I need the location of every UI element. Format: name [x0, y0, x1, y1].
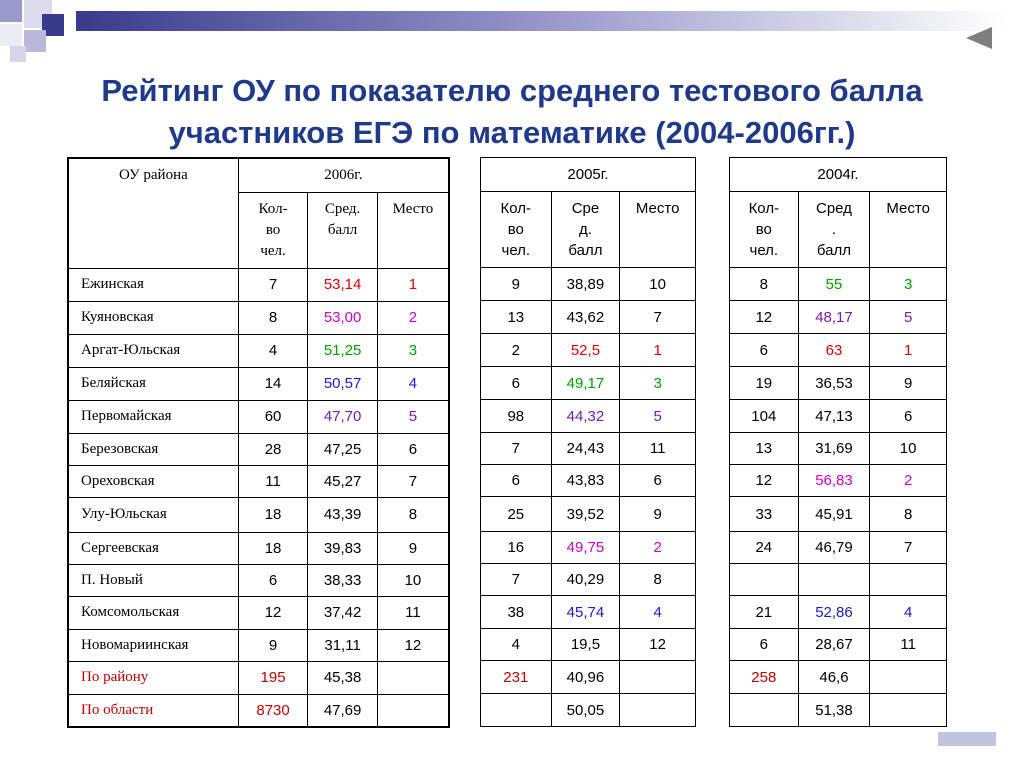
place-2005: 9 — [620, 497, 696, 532]
total-avg-2005: 40,96 — [551, 661, 620, 694]
col-count-header: Кол- во чел. — [238, 192, 308, 268]
school-name: П. Новый — [68, 564, 238, 596]
count-2005: 7 — [481, 433, 552, 465]
place-2005: 2 — [620, 532, 696, 564]
place-2005: 5 — [620, 400, 696, 433]
count-2004 — [730, 564, 799, 596]
count-2005: 6 — [481, 465, 552, 497]
table-row — [481, 497, 696, 532]
school-name: Березовская — [68, 433, 238, 465]
count-2004: 6 — [730, 334, 799, 367]
total-place-2006 — [377, 661, 449, 694]
table-row — [730, 497, 947, 532]
count-2006: 4 — [238, 334, 308, 367]
year-2006-header: 2006г. — [238, 158, 449, 192]
school-name: Ореховская — [68, 465, 238, 497]
place-2005: 8 — [620, 564, 696, 596]
table-row — [481, 367, 696, 400]
place-2006: 12 — [377, 629, 449, 661]
place-2006: 4 — [377, 367, 449, 400]
decor-square-6 — [10, 46, 26, 62]
place-2006: 2 — [377, 301, 449, 334]
avg-2004: 55 — [798, 268, 870, 301]
avg-2006: 51,25 — [308, 334, 378, 367]
place-2004: 1 — [870, 334, 947, 367]
count-2004: 6 — [730, 629, 799, 661]
col-count-header-2004: Кол- во чел. — [730, 192, 799, 268]
count-2006: 60 — [238, 400, 308, 433]
table-row — [68, 532, 449, 564]
total-row — [730, 661, 947, 694]
table-row — [68, 596, 449, 629]
table-row — [68, 564, 449, 596]
place-2004: 9 — [870, 367, 947, 400]
avg-2006: 53,14 — [308, 268, 378, 301]
place-2005: 6 — [620, 465, 696, 497]
table-row — [730, 596, 947, 629]
school-name: Аргат-Юльская — [68, 334, 238, 367]
school-name: Беляйская — [68, 367, 238, 400]
total-place-2006 — [377, 694, 449, 727]
count-2006: 8 — [238, 301, 308, 334]
avg-2005: 43,62 — [551, 301, 620, 334]
table-row — [481, 301, 696, 334]
place-2004 — [870, 564, 947, 596]
avg-2006: 50,57 — [308, 367, 378, 400]
table-row — [68, 629, 449, 661]
avg-2006: 47,70 — [308, 400, 378, 433]
avg-2005: 39,52 — [551, 497, 620, 532]
avg-2004: 52,86 — [798, 596, 870, 629]
place-2006: 5 — [377, 400, 449, 433]
decor-square-5 — [24, 30, 46, 52]
place-2006: 10 — [377, 564, 449, 596]
avg-2004: 56,83 — [798, 465, 870, 497]
avg-2005: 24,43 — [551, 433, 620, 465]
total-count-2006: 8730 — [238, 694, 308, 727]
table-row — [68, 334, 449, 367]
school-name: Улу-Юльская — [68, 497, 238, 532]
count-2006: 14 — [238, 367, 308, 400]
total-label: По области — [68, 694, 238, 727]
table-row — [481, 532, 696, 564]
count-2006: 7 — [238, 268, 308, 301]
table-row — [481, 564, 696, 596]
total-avg-2006: 45,38 — [308, 661, 378, 694]
table-row — [68, 400, 449, 433]
avg-2004: 63 — [798, 334, 870, 367]
table-row — [730, 564, 947, 596]
table-row — [730, 334, 947, 367]
place-2004: 10 — [870, 433, 947, 465]
count-2005: 6 — [481, 367, 552, 400]
avg-2005: 19,5 — [551, 629, 620, 661]
count-2004: 12 — [730, 301, 799, 334]
avg-2004: 45,91 — [798, 497, 870, 532]
table-row — [481, 334, 696, 367]
place-2004: 7 — [870, 532, 947, 564]
count-2006: 11 — [238, 465, 308, 497]
count-2005: 13 — [481, 301, 552, 334]
col-avg-header: Сред. балл — [308, 192, 378, 268]
school-header: ОУ района — [68, 158, 238, 268]
count-2005: 16 — [481, 532, 552, 564]
total-avg-2005: 50,05 — [551, 694, 620, 727]
place-2006: 1 — [377, 268, 449, 301]
count-2004: 33 — [730, 497, 799, 532]
avg-2006: 31,11 — [308, 629, 378, 661]
avg-2006: 37,42 — [308, 596, 378, 629]
avg-2005: 40,29 — [551, 564, 620, 596]
count-2006: 9 — [238, 629, 308, 661]
school-name: Сергеевская — [68, 532, 238, 564]
count-2006: 6 — [238, 564, 308, 596]
avg-2005: 45,74 — [551, 596, 620, 629]
total-count-2004: 258 — [730, 661, 799, 694]
school-name: Новомариинская — [68, 629, 238, 661]
decor-square-1 — [0, 0, 22, 22]
total-label: По району — [68, 661, 238, 694]
total-row — [730, 694, 947, 727]
count-2004: 104 — [730, 400, 799, 433]
total-place-2005 — [620, 661, 696, 694]
count-2005: 9 — [481, 268, 552, 301]
avg-2005: 43,83 — [551, 465, 620, 497]
avg-2006: 38,33 — [308, 564, 378, 596]
place-2005: 10 — [620, 268, 696, 301]
table-row — [68, 497, 449, 532]
table-row — [481, 400, 696, 433]
table-row — [481, 268, 696, 301]
school-name: Куяновская — [68, 301, 238, 334]
total-place-2004 — [870, 694, 947, 727]
col-place-header-2004: Место — [870, 192, 947, 268]
col-avg-header-2005: Сре д. балл — [551, 192, 620, 268]
count-2005: 38 — [481, 596, 552, 629]
count-2006: 28 — [238, 433, 308, 465]
slide-title — [40, 70, 984, 154]
col-count-header-2005: Кол- во чел. — [481, 192, 552, 268]
table-row — [730, 465, 947, 497]
place-2005: 1 — [620, 334, 696, 367]
back-arrow-icon[interactable] — [966, 27, 992, 49]
total-avg-2006: 47,69 — [308, 694, 378, 727]
col-place-header: Место — [377, 192, 449, 268]
count-2005: 7 — [481, 564, 552, 596]
school-name: Комсомольская — [68, 596, 238, 629]
total-row — [481, 694, 696, 727]
table-row — [68, 465, 449, 497]
avg-2005: 49,17 — [551, 367, 620, 400]
place-2006: 7 — [377, 465, 449, 497]
table-row — [730, 532, 947, 564]
place-2004: 2 — [870, 465, 947, 497]
place-2005: 12 — [620, 629, 696, 661]
count-2004: 8 — [730, 268, 799, 301]
avg-2006: 45,27 — [308, 465, 378, 497]
count-2005: 2 — [481, 334, 552, 367]
place-2006: 6 — [377, 433, 449, 465]
count-2005: 4 — [481, 629, 552, 661]
total-row — [68, 694, 449, 727]
count-2005: 25 — [481, 497, 552, 532]
total-avg-2004: 46,6 — [798, 661, 870, 694]
col-place-header-2005: Место — [620, 192, 696, 268]
place-2005: 4 — [620, 596, 696, 629]
total-place-2005 — [620, 694, 696, 727]
table-row — [68, 433, 449, 465]
place-2005: 3 — [620, 367, 696, 400]
place-2005: 7 — [620, 301, 696, 334]
total-place-2004 — [870, 661, 947, 694]
count-2006: 18 — [238, 532, 308, 564]
place-2004: 5 — [870, 301, 947, 334]
avg-2005: 49,75 — [551, 532, 620, 564]
place-2004: 4 — [870, 596, 947, 629]
table-row — [481, 629, 696, 661]
avg-2004: 31,69 — [798, 433, 870, 465]
count-2004: 21 — [730, 596, 799, 629]
count-2004: 12 — [730, 465, 799, 497]
count-2004: 19 — [730, 367, 799, 400]
avg-2005: 38,89 — [551, 268, 620, 301]
year-2004-header: 2004г. — [730, 158, 947, 192]
table-row — [730, 629, 947, 661]
decor-square-4 — [0, 24, 22, 46]
year-2005-header: 2005г. — [481, 158, 696, 192]
table-row — [730, 301, 947, 334]
count-2006: 18 — [238, 497, 308, 532]
table-row — [730, 433, 947, 465]
total-avg-2004: 51,38 — [798, 694, 870, 727]
title-line-1: Рейтинг ОУ по показателю среднего тестового балла — [101, 73, 923, 108]
avg-2004: 48,17 — [798, 301, 870, 334]
avg-2006: 47,25 — [308, 433, 378, 465]
avg-2006: 39,83 — [308, 532, 378, 564]
avg-2006: 43,39 — [308, 497, 378, 532]
place-2004: 3 — [870, 268, 947, 301]
total-count-2005 — [481, 694, 552, 727]
table-row — [730, 268, 947, 301]
table-row — [481, 465, 696, 497]
title-line-2: участников ЕГЭ по математике (2004-2006гг.) — [168, 115, 856, 150]
place-2004: 11 — [870, 629, 947, 661]
count-2004: 24 — [730, 532, 799, 564]
table-row — [730, 367, 947, 400]
table-2005 — [480, 157, 696, 727]
table-row — [730, 400, 947, 433]
place-2004: 6 — [870, 400, 947, 433]
avg-2004 — [798, 564, 870, 596]
avg-2004: 46,79 — [798, 532, 870, 564]
place-2006: 3 — [377, 334, 449, 367]
count-2004: 13 — [730, 433, 799, 465]
school-name: Ежинская — [68, 268, 238, 301]
total-count-2006: 195 — [238, 661, 308, 694]
avg-2005: 44,32 — [551, 400, 620, 433]
school-name: Первомайская — [68, 400, 238, 433]
table-2004 — [729, 157, 947, 727]
avg-2004: 36,53 — [798, 367, 870, 400]
count-2005: 98 — [481, 400, 552, 433]
header-gradient-bar — [76, 11, 1006, 31]
place-2005: 11 — [620, 433, 696, 465]
place-2006: 8 — [377, 497, 449, 532]
col-avg-header-2004: Сред . балл — [798, 192, 870, 268]
place-2004: 8 — [870, 497, 947, 532]
avg-2004: 47,13 — [798, 400, 870, 433]
table-row — [481, 596, 696, 629]
total-row — [68, 661, 449, 694]
place-2006: 11 — [377, 596, 449, 629]
avg-2005: 52,5 — [551, 334, 620, 367]
table-row — [68, 268, 449, 301]
avg-2004: 28,67 — [798, 629, 870, 661]
table-2006 — [67, 157, 450, 728]
table-row — [481, 433, 696, 465]
footer-decor-bar — [938, 732, 996, 746]
table-row — [68, 301, 449, 334]
total-row — [481, 661, 696, 694]
place-2006: 9 — [377, 532, 449, 564]
total-count-2004 — [730, 694, 799, 727]
total-count-2005: 231 — [481, 661, 552, 694]
count-2006: 12 — [238, 596, 308, 629]
avg-2006: 53,00 — [308, 301, 378, 334]
table-row — [68, 367, 449, 400]
